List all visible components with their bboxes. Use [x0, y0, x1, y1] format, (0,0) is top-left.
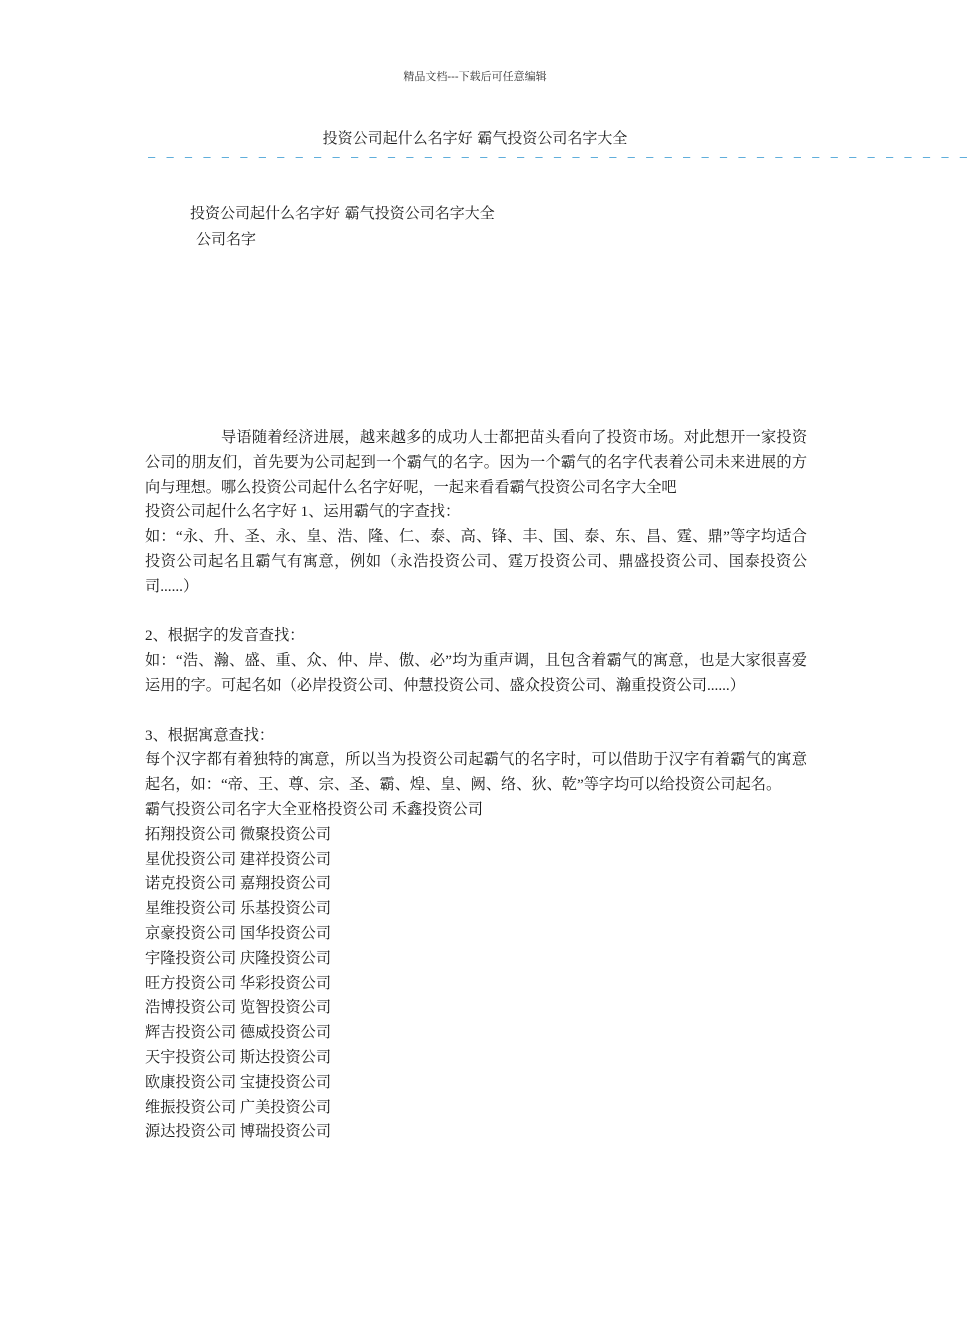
name-list-item: 星维投资公司 乐基投资公司 [145, 900, 332, 918]
name-list-item: 天宇投资公司 斯达投资公司 [145, 1048, 332, 1066]
name-list-item: 宇隆投资公司 庆隆投资公司 [145, 949, 332, 967]
section-3-heading: 3、根据寓意查找： [145, 726, 275, 744]
name-list-item: 京豪投资公司 国华投资公司 [145, 924, 332, 942]
title-divider: — — — — — — — — — — — — — — — — — — — — — — — — — — — — — — — — — — — — — — — — — — — — — [148, 150, 969, 164]
name-list-item: 拓翔投资公司 微聚投资公司 [145, 825, 332, 843]
inner-title: 投资公司起什么名字好 霸气投资公司名字大全 [190, 204, 495, 222]
name-list-item: 维振投资公司 广美投资公司 [145, 1098, 332, 1116]
name-list-item: 辉吉投资公司 德威投资公司 [145, 1024, 332, 1042]
document-title: 投资公司起什么名字好 霸气投资公司名字大全 [322, 129, 628, 147]
name-list-item: 源达投资公司 博瑞投资公司 [145, 1123, 332, 1141]
spacer [145, 600, 807, 625]
spacer [145, 699, 807, 724]
header-note: 精品文档---下载后可任意编辑 [403, 70, 547, 83]
section-2-heading: 2、根据字的发音查找： [145, 627, 305, 645]
name-list-item: 星优投资公司 建祥投资公司 [145, 850, 332, 868]
intro-paragraph: 导语随着经济进展，越来越多的成功人士都把苗头看向了投资市场。对此想开一家投资公司的朋友们，首先要为公司起到一个霸气的名字。因为一个霸气的名字代表着公司未来进展的方向与理想。哪么投资公司起什么名字好呢，一起来看看霸气投资公司名字大全吧 [145, 429, 807, 496]
section-1-heading: 投资公司起什么名字好 1、运用霸气的字查找： [145, 503, 461, 521]
section-3-body: 每个汉字都有着独特的寓意，所以当为投资公司起霸气的名字时，可以借助于汉字有着霸气的寓意起名，如：“帝、王、尊、宗、圣、霸、煌、皇、阙、络、狄、乾”等字均可以给投资公司起名。 [145, 751, 807, 794]
name-list-item: 浩博投资公司 览智投资公司 [145, 999, 332, 1017]
body-text [145, 426, 807, 1145]
names-list-heading: 霸气投资公司名字大全亚格投资公司 禾鑫投资公司 [145, 800, 483, 818]
name-list-item: 旺方投资公司 华彩投资公司 [145, 974, 332, 992]
name-list-item: 诺克投资公司 嘉翔投资公司 [145, 875, 332, 893]
inner-subtitle: 公司名字 [196, 230, 257, 248]
section-2-body: 如：“浩、瀚、盛、重、众、仲、岸、傲、必”均为重声调，且包含着霸气的寓意，也是大家很喜爱运用的字。可起名如（必岸投资公司、仲慧投资公司、盛众投资公司、瀚重投资公司......） [145, 652, 807, 694]
section-1-body: 如：“永、升、圣、永、皇、浩、隆、仁、泰、高、锋、丰、国、泰、东、昌、霆、鼎”等字均适合投资公司起名且霸气有寓意，例如（永浩投资公司、霆万投资公司、鼎盛投资公司、国泰投资公司......） [145, 528, 807, 595]
name-list-item: 欧康投资公司 宝捷投资公司 [145, 1073, 332, 1091]
